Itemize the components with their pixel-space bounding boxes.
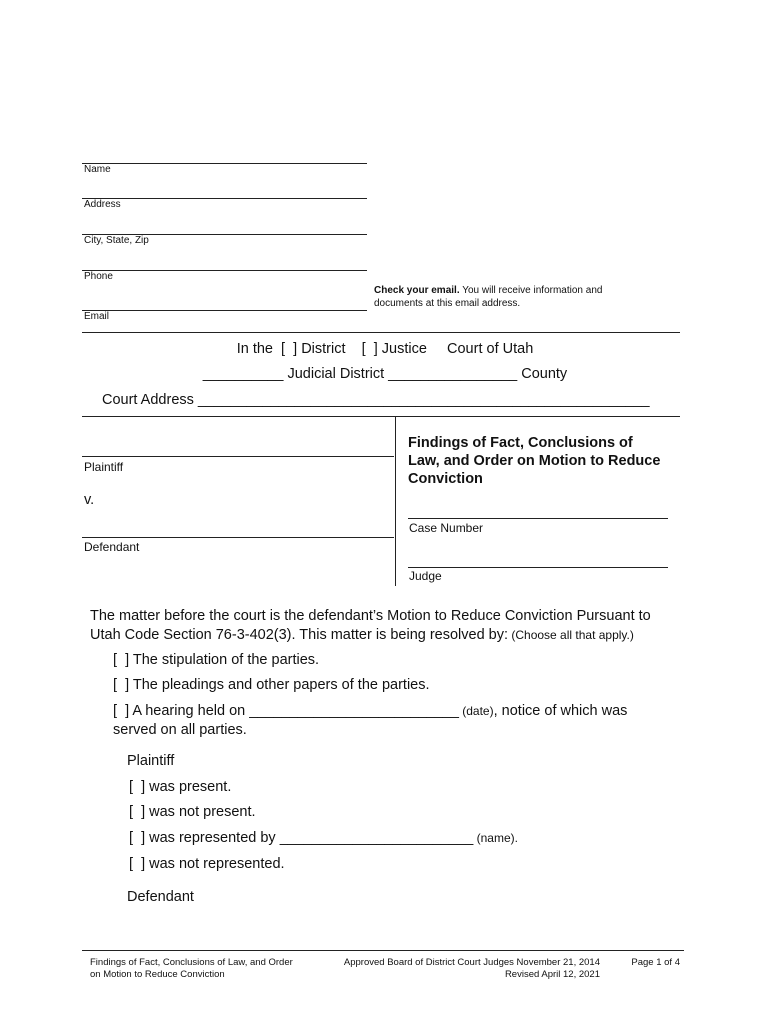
- document-title: [408, 434, 660, 488]
- hearing-line-2: served on all parties.: [113, 722, 247, 738]
- court-address-line: Court Address ________________________________________________________: [102, 392, 650, 408]
- footer-center: [318, 957, 600, 981]
- intro-note: (Choose all that apply.): [508, 628, 634, 642]
- email-notice-rest: You will receive information and: [459, 285, 603, 296]
- phone-line: [82, 270, 367, 271]
- plaintiff-not-present: [ ] was not present.: [129, 804, 256, 820]
- phone-label: Phone: [84, 271, 113, 282]
- footer-left: [90, 957, 293, 981]
- plaintiff-line: [82, 456, 394, 457]
- caption-divider: [395, 416, 396, 586]
- email-line: [82, 310, 367, 311]
- hearing-date-note: (date): [458, 704, 494, 718]
- intro-paragraph: [90, 607, 690, 645]
- email-label: Email: [84, 311, 110, 322]
- intro-line-1: The matter before the court is the defendant’s Motion to Reduce Conviction Pursuant to: [90, 608, 651, 624]
- caption-top-rule: [82, 416, 680, 417]
- page-number: Page 1 of 4: [631, 957, 680, 968]
- title-line-3: Conviction: [408, 471, 483, 487]
- defendant-line: [82, 537, 394, 538]
- plaintiff-present: [ ] was present.: [129, 779, 232, 795]
- hearing-rest: , notice of which was: [493, 703, 628, 719]
- judge-label: Judge: [409, 569, 442, 583]
- represented-text: [ ] was represented by ________________________: [129, 830, 474, 846]
- name-line: [82, 163, 367, 164]
- email-notice-bold: Check your email.: [374, 285, 460, 296]
- footer-center-line-2: Revised April 12, 2021: [504, 969, 600, 980]
- plaintiff-label: Plaintiff: [84, 460, 124, 474]
- judge-line: [408, 567, 668, 568]
- footer-left-line-1: Findings of Fact, Conclusions of Law, and Order: [90, 957, 293, 968]
- case-number-label: Case Number: [409, 521, 484, 535]
- option-stipulation: [ ] The stipulation of the parties.: [113, 652, 320, 668]
- option-pleadings: [ ] The pleadings and other papers of the parties.: [113, 677, 430, 693]
- intro-line-2: Utah Code Section 76-3-402(3). This matter is being resolved by:: [90, 627, 509, 643]
- email-notice: [374, 284, 674, 310]
- address-label: Address: [84, 199, 121, 210]
- title-line-1: Findings of Fact, Conclusions of: [408, 435, 633, 451]
- title-line-2: Law, and Order on Motion to Reduce: [408, 453, 661, 469]
- judicial-district-line: __________ Judicial District ________________ County: [202, 366, 568, 382]
- represented-name-note: (name).: [473, 831, 518, 845]
- email-notice-line2: documents at this email address.: [374, 298, 521, 309]
- hearing-text: [ ] A hearing held on __________________________: [113, 703, 459, 719]
- defendant-heading: Defendant: [127, 889, 194, 905]
- address-line: [82, 198, 367, 199]
- defendant-label: Defendant: [84, 540, 140, 554]
- case-number-line: [408, 518, 668, 519]
- versus-label: v.: [84, 492, 95, 508]
- footer-rule: [82, 950, 684, 951]
- court-type-line: In the [ ] District [ ] Justice Court of Utah: [236, 341, 534, 357]
- plaintiff-not-represented: [ ] was not represented.: [129, 856, 285, 872]
- footer-left-line-2: on Motion to Reduce Conviction: [90, 969, 225, 980]
- city-state-zip-label: City, State, Zip: [84, 235, 149, 246]
- name-label: Name: [84, 164, 111, 175]
- plaintiff-heading: Plaintiff: [127, 753, 175, 769]
- court-top-rule: [82, 332, 680, 333]
- option-hearing: [113, 702, 627, 740]
- plaintiff-represented: [129, 830, 518, 846]
- footer-center-line-1: Approved Board of District Court Judges November 21, 2014: [343, 957, 600, 968]
